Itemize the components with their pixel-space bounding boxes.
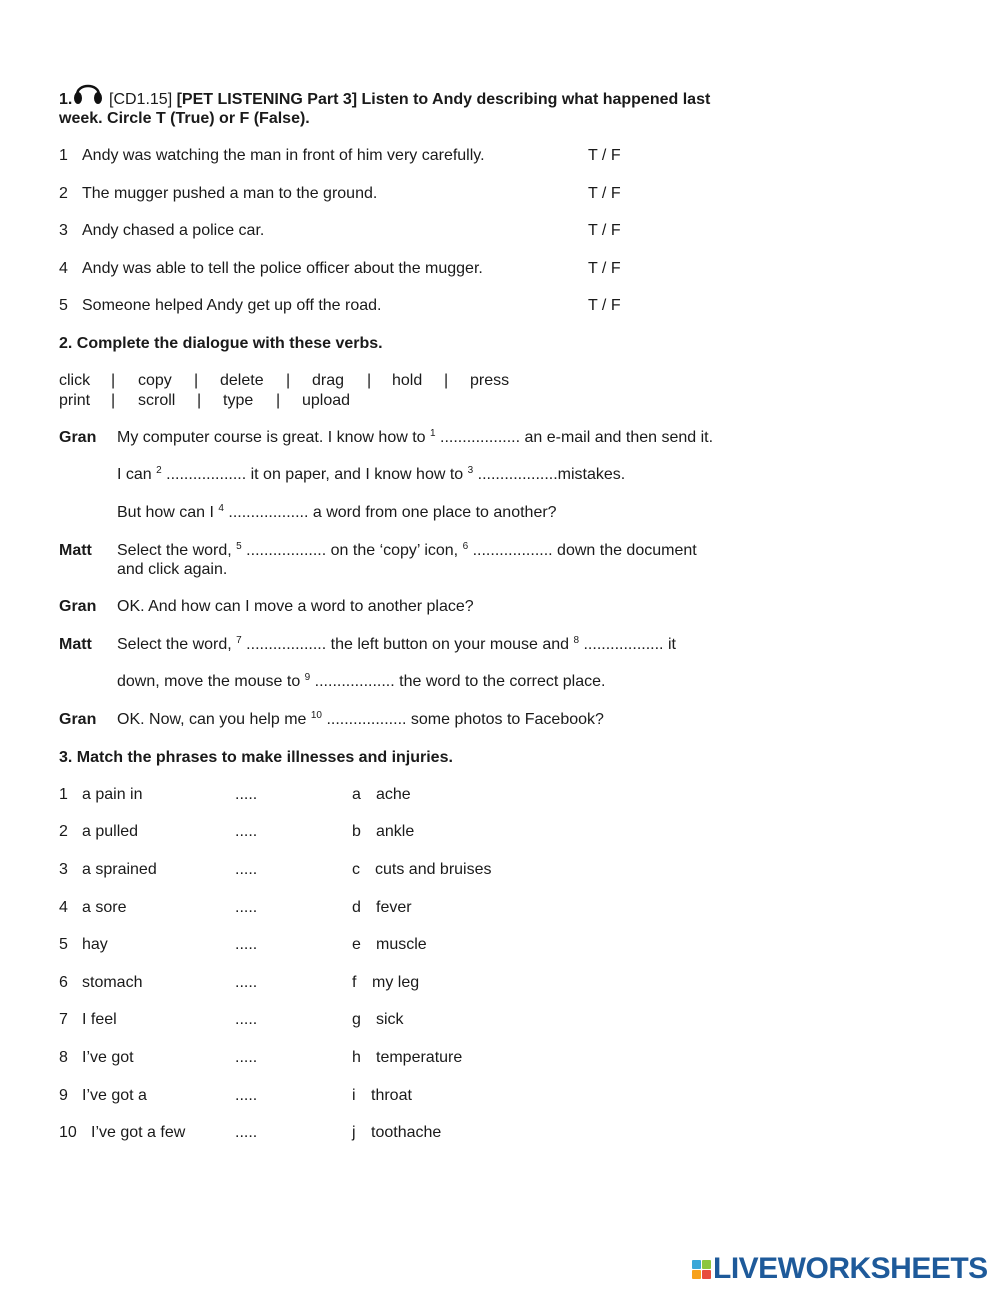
match-answer-blank[interactable]: .....: [235, 899, 258, 916]
verb: click: [59, 372, 91, 389]
ex1-item-number: 5: [59, 297, 68, 314]
verb-separator: |: [194, 372, 199, 389]
verb-separator: |: [111, 392, 116, 409]
ex1-true-false[interactable]: T / F: [588, 147, 621, 164]
match-phrase: a sore: [82, 899, 127, 916]
headphones-icon: [72, 76, 104, 106]
match-row-number: 5: [59, 936, 68, 953]
speaker-name: Matt: [59, 636, 92, 653]
ex1-item-text: Someone helped Andy get up off the road.: [82, 297, 382, 314]
match-row-number: 7: [59, 1011, 68, 1028]
match-phrase: stomach: [82, 974, 143, 991]
answer-gap[interactable]: ..................mistakes.: [473, 466, 626, 483]
verb: press: [470, 372, 510, 389]
match-letter: b: [352, 823, 361, 840]
dialogue-line: My computer course is great. I know how to $^1$ .................. an e-mail and then send it.: [117, 428, 714, 446]
match-letter: c: [352, 861, 360, 878]
match-phrase: I’ve got a few: [91, 1124, 186, 1141]
gap-number: 3: [467, 465, 474, 476]
ex1-true-false[interactable]: T / F: [588, 260, 621, 277]
match-answer-blank[interactable]: .....: [235, 1087, 258, 1104]
answer-gap[interactable]: .................. the left button on your mouse and: [241, 636, 574, 653]
gap-number: 5: [236, 541, 242, 552]
verb: drag: [312, 372, 345, 389]
speaker-name: Gran: [59, 598, 97, 615]
verb-separator: |: [276, 392, 281, 409]
liveworksheets-logo: [692, 1254, 988, 1284]
verb: type: [223, 392, 254, 409]
match-answer-blank[interactable]: .....: [235, 823, 258, 840]
gap-number: 9: [304, 672, 311, 683]
ex1-title-line2: week. Circle T (True) or F (False).: [59, 110, 310, 127]
answer-gap[interactable]: .................. an e-mail and then send it.: [435, 429, 714, 446]
ex1-source: [CD1.15]: [109, 91, 173, 108]
speaker-name: Gran: [59, 429, 97, 446]
match-answer-blank[interactable]: .....: [235, 861, 258, 878]
match-phrase: hay: [82, 936, 108, 953]
match-phrase: I’ve got a: [82, 1087, 147, 1104]
verb: copy: [138, 372, 172, 389]
gap-number: 7: [236, 635, 242, 646]
match-letter: j: [352, 1124, 356, 1141]
ex1-item-text: The mugger pushed a man to the ground.: [82, 185, 378, 202]
match-row-number: 6: [59, 974, 68, 991]
match-ending: cuts and bruises: [375, 861, 492, 878]
ex1-item-number: 1: [59, 147, 68, 164]
match-row-number: 4: [59, 899, 68, 916]
match-answer-blank[interactable]: .....: [235, 1049, 258, 1066]
match-ending: muscle: [376, 936, 427, 953]
dialogue-line: Select the word, $^5$ .................. on the ‘copy’ icon, $^6$ .................. down the document: [117, 541, 697, 559]
match-answer-blank[interactable]: .....: [235, 786, 258, 803]
match-letter: g: [352, 1011, 361, 1028]
speaker-name: Matt: [59, 542, 92, 559]
verb-separator: |: [286, 372, 291, 389]
match-letter: i: [352, 1087, 356, 1104]
match-ending: fever: [376, 899, 412, 916]
match-phrase: a pain in: [82, 786, 143, 803]
dialogue-line: and click again.: [117, 561, 228, 578]
ex1-heading: [109, 90, 710, 109]
match-letter: e: [352, 936, 361, 953]
verb-separator: |: [197, 392, 202, 409]
answer-gap[interactable]: .................. some photos to Facebook?: [322, 711, 604, 728]
ex2-title: 2. Complete the dialogue with these verbs.: [59, 335, 383, 352]
match-ending: throat: [371, 1087, 412, 1104]
match-phrase: a sprained: [82, 861, 157, 878]
match-letter: f: [352, 974, 357, 991]
gap-number: 8: [573, 635, 580, 646]
verb-separator: |: [111, 372, 116, 389]
ex1-true-false[interactable]: T / F: [588, 297, 621, 314]
dialogue-line: I can $^2$ .................. it on paper, and I know how to $^3$ ..................mistakes.: [117, 465, 626, 483]
verb: delete: [220, 372, 264, 389]
match-letter: d: [352, 899, 361, 916]
verb-separator: |: [367, 372, 372, 389]
match-row-number: 9: [59, 1087, 68, 1104]
dialogue-line: down, move the mouse to $^9$ .................. the word to the correct place.: [117, 672, 606, 690]
ex1-true-false[interactable]: T / F: [588, 222, 621, 239]
answer-gap[interactable]: .................. on the ‘copy’ icon,: [241, 542, 463, 559]
verb-separator: |: [444, 372, 449, 389]
match-row-number: 8: [59, 1049, 68, 1066]
match-answer-blank[interactable]: .....: [235, 974, 258, 991]
ex1-number: 1.: [59, 91, 73, 108]
match-answer-blank[interactable]: .....: [235, 936, 258, 953]
match-ending: my leg: [372, 974, 420, 991]
answer-gap[interactable]: .................. it: [579, 636, 676, 653]
dialogue-line: But how can I $^4$ .................. a word from one place to another?: [117, 503, 557, 521]
dialogue-line: Select the word, $^7$ .................. the left button on your mouse and $^8$ .................. it: [117, 635, 676, 653]
gap-number: 10: [310, 710, 322, 721]
dialogue-line: OK. Now, can you help me $^{10}$ .................. some photos to Facebook?: [117, 710, 604, 728]
match-phrase: I feel: [82, 1011, 117, 1028]
match-row-number: 3: [59, 861, 68, 878]
verb: print: [59, 392, 91, 409]
ex1-title: [PET LISTENING Part 3] Listen to Andy describing what happened last: [176, 91, 711, 108]
answer-gap[interactable]: .................. it on paper, and I know how to: [161, 466, 468, 483]
speaker-name: Gran: [59, 711, 97, 728]
gap-number: 2: [156, 465, 162, 476]
match-ending: temperature: [376, 1049, 463, 1066]
ex1-item-text: Andy was watching the man in front of him very carefully.: [82, 147, 485, 164]
match-ending: sick: [376, 1011, 404, 1028]
match-ending: toothache: [371, 1124, 442, 1141]
match-phrase: I’ve got: [82, 1049, 134, 1066]
verb: upload: [302, 392, 351, 409]
answer-gap[interactable]: .................. down the document: [468, 542, 697, 559]
match-row-number: 10: [59, 1124, 77, 1141]
answer-gap[interactable]: .................. a word from one place to another?: [223, 504, 557, 521]
match-letter: h: [352, 1049, 361, 1066]
ex1-true-false[interactable]: T / F: [588, 185, 621, 202]
match-letter: a: [352, 786, 361, 803]
match-phrase: a pulled: [82, 823, 139, 840]
answer-gap[interactable]: .................. the word to the correct place.: [310, 673, 606, 690]
ex1-item-number: 3: [59, 222, 68, 239]
match-answer-blank[interactable]: .....: [235, 1011, 258, 1028]
logo-mark-icon: [692, 1260, 711, 1279]
match-row-number: 2: [59, 823, 68, 840]
ex1-item-number: 2: [59, 185, 68, 202]
verb: scroll: [138, 392, 176, 409]
ex1-item-text: Andy was able to tell the police officer about the mugger.: [82, 260, 483, 277]
ex1-item-number: 4: [59, 260, 68, 277]
dialogue-line: OK. And how can I move a word to another place?: [117, 598, 474, 615]
gap-number: 6: [462, 541, 469, 552]
gap-number: 4: [218, 503, 224, 514]
match-ending: ache: [376, 786, 411, 803]
gap-number: 1: [430, 428, 436, 439]
ex3-title: 3. Match the phrases to make illnesses and injuries.: [59, 749, 453, 766]
match-row-number: 1: [59, 786, 68, 803]
match-ending: ankle: [376, 823, 415, 840]
logo-text: LIVEWORKSHEETS: [713, 1252, 988, 1285]
ex1-item-text: Andy chased a police car.: [82, 222, 265, 239]
match-answer-blank[interactable]: .....: [235, 1124, 258, 1141]
verb: hold: [392, 372, 423, 389]
